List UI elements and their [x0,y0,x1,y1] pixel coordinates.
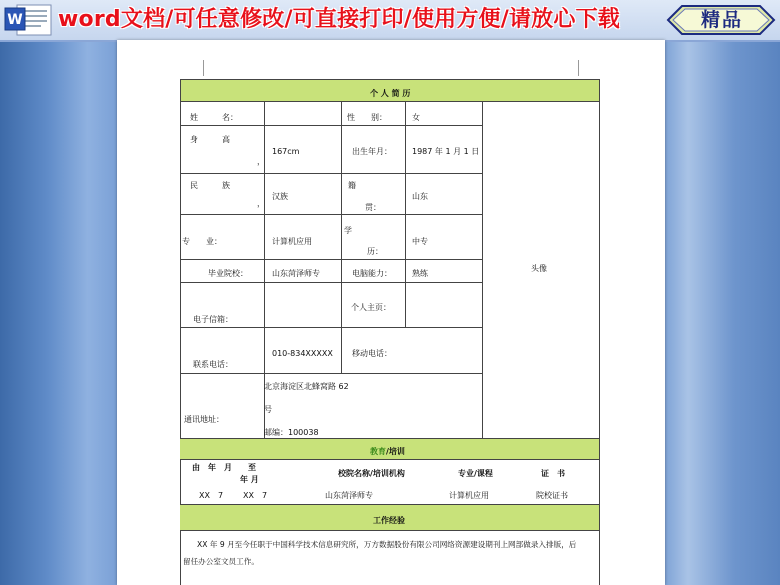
resume-title: 个 人 简 历 [370,89,411,98]
column-divider [482,101,483,438]
row-divider [180,373,482,374]
education-value: 中专 [412,237,428,246]
column-divider [341,101,342,373]
education-col-from: 由 年 月 至 [192,463,256,472]
birth-value: 1987 年 1 月 1 日 [412,147,480,156]
education-section-title: 教育/培训 [370,447,405,456]
row-divider [180,259,482,260]
ethnic-comma: ， [257,199,265,208]
education-col-major: 专业/课程 [458,469,493,478]
margin-mark-right [578,60,589,76]
margin-mark-left [193,60,204,76]
premium-badge-label: 精品 [700,9,743,31]
banner-title: word文档/可任意修改/可直接打印/使用方便/请放心下载 [58,7,620,32]
address-label: 通讯地址： [184,415,224,424]
ethnic-label: 民 族 [190,181,230,190]
education-label-2: 历： [367,247,383,256]
table-border [180,101,600,102]
photo-placeholder: 头像 [531,264,547,273]
background-left [0,40,117,585]
education-label-1: 学 [344,226,352,235]
origin-label-2: 贯： [365,203,381,212]
address-line-2: 号 [264,405,272,414]
height-label: 身 高 [190,135,230,144]
education-row-certificate: 院校证书 [536,491,568,500]
education-col-certificate: 证 书 [541,469,565,478]
row-divider [180,530,600,531]
row-divider [180,282,482,283]
work-section-title: 工作经验 [373,516,405,525]
major-label: 专 业： [182,237,222,246]
background-right [665,40,780,585]
education-row-from: XX 7 [199,491,224,500]
education-col-school: 校院名称/培训机构 [338,469,405,478]
gender-value: 女 [412,113,420,122]
major-value: 计算机应用 [272,237,312,246]
gender-label: 性 别： [347,113,387,122]
mobile-label: 移动电话： [352,349,392,358]
table-border [180,79,600,80]
word-document-icon [3,2,55,38]
education-row-to: XX 7 [243,491,268,500]
height-comma: ， [257,157,265,166]
row-divider [180,327,482,328]
homepage-label: 个人主页： [351,303,391,312]
computer-skill-value: 熟练 [412,269,428,278]
column-divider [405,101,406,327]
origin-value: 山东 [412,192,428,201]
banner [0,0,780,42]
education-row-major: 计算机应用 [449,491,489,500]
school-label: 毕业院校： [208,269,248,278]
row-divider [180,214,482,215]
address-line-1: 北京海淀区北蜂窝路 62 [264,382,349,391]
svg-text:W: W [7,12,23,28]
work-text-line-2: 留任办公室文员工作。 [183,557,259,566]
table-border [599,79,600,585]
name-label: 姓 名： [190,113,238,122]
address-line-3: 邮编：100038 [264,428,319,437]
row-divider [180,125,482,126]
school-value: 山东菏泽师专 [272,269,320,278]
row-divider [180,459,600,460]
height-value: 167cm [272,147,300,156]
email-label: 电子信箱： [193,315,233,324]
ethnic-value: 汉族 [272,192,288,201]
phone-value: 010-834XXXXX [272,349,333,358]
origin-label-1: 籍 [348,181,356,190]
phone-label: 联系电话： [193,360,233,369]
education-row-school: 山东菏泽师专 [325,491,373,500]
computer-skill-label: 电脑能力： [352,269,392,278]
education-col-to: 年 月 [240,475,259,484]
row-divider [180,173,482,174]
birth-label: 出生年月： [352,147,392,156]
work-text-line-1: XX 年 9 月至今任职于中国科学技术信息研究所，万方数据股份有限公司网络资源建设期刊上网部做录入排版，后 [197,540,577,549]
